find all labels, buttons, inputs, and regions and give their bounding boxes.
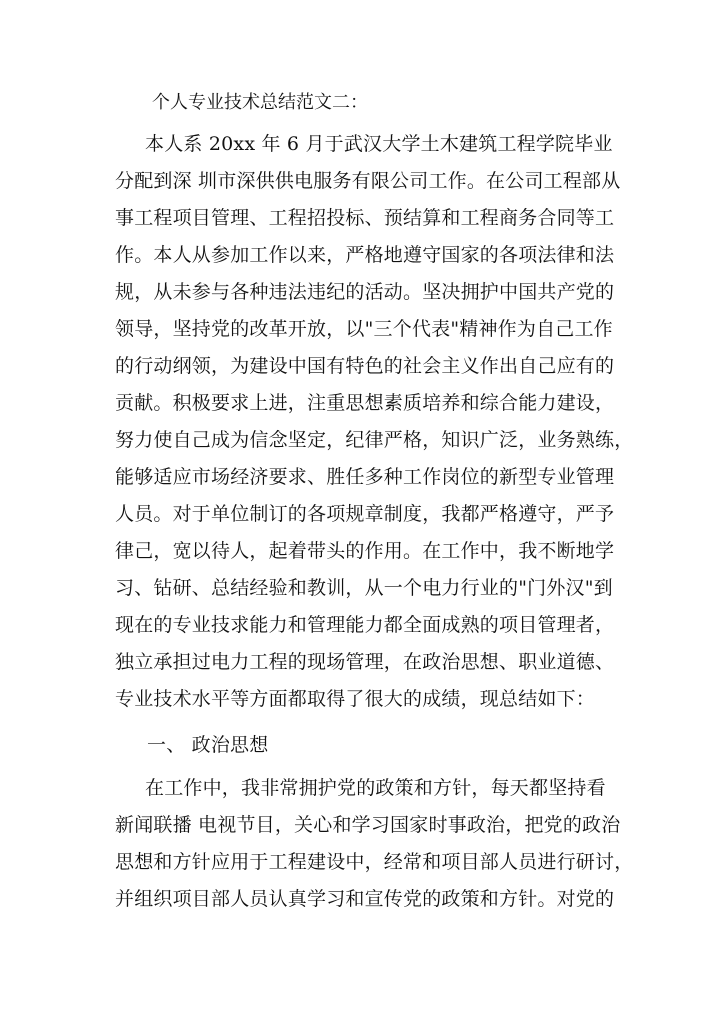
paragraph-line: 能够适应市场经济要求、胜任多种工作岗位的新型专业管理 bbox=[115, 466, 615, 488]
section-heading: 一、 政治思想 bbox=[147, 734, 269, 756]
document-title: 个人专业技术总结范文二： bbox=[152, 92, 368, 113]
paragraph-line: 事工程项目管理、工程招投标、预结算和工程商务合同等工 bbox=[115, 207, 615, 229]
paragraph-line: 分配到深 圳市深供供电服务有限公司工作。在公司工程部从 bbox=[115, 170, 621, 192]
paragraph-line: 的行动纲领，为建设中国有特色的社会主义作出自己应有的 bbox=[115, 355, 615, 377]
section-line: 并组织项目部人员认真学习和宣传党的政策和方针。对党的 bbox=[115, 888, 615, 910]
paragraph-line: 专业技术水平等方面都取得了很大的成绩，现总结如下： bbox=[115, 688, 596, 710]
paragraph-line: 人员。对于单位制订的各项规章制度，我都严格遵守，严予 bbox=[115, 503, 615, 525]
section-line: 思想和方针应用于工程建设中，经常和项目部人员进行研讨， bbox=[115, 851, 634, 873]
paragraph-line: 习、钻研、总结经验和教训，从一个电力行业的"门外汉"到 bbox=[115, 577, 613, 599]
section-line: 新闻联播 电视节目，关心和学习国家时事政治，把党的政治 bbox=[115, 814, 621, 836]
paragraph-line: 律己，宽以待人，起着带头的作用。在工作中，我不断地学 bbox=[115, 540, 615, 562]
paragraph-line: 独立承担过电力工程的现场管理，在政治思想、职业道德、 bbox=[115, 651, 615, 673]
paragraph-line: 贡献。积极要求上进，注重思想素质培养和综合能力建设， bbox=[115, 392, 615, 414]
paragraph-line: 本人系 20xx 年 6 月于武汉大学土木建筑工程学院毕业 bbox=[145, 133, 613, 155]
paragraph-line: 现在的专业技求能力和管理能力都全面成熟的项目管理者， bbox=[115, 614, 615, 636]
paragraph-line: 规，从未参与各种违法违纪的活动。坚决拥护中国共产党的 bbox=[115, 281, 615, 303]
paragraph-line: 领导，坚持党的改革开放，以"三个代表"精神作为自己工作 bbox=[115, 318, 613, 340]
section-line: 在工作中，我非常拥护党的政策和方针，每天都坚持看 bbox=[145, 777, 606, 799]
paragraph-line: 作。本人从参加工作以来，严格地遵守国家的各项法律和法 bbox=[115, 244, 615, 266]
paragraph-line: 努力使自己成为信念坚定，纪律严格，知识广泛，业务熟练， bbox=[115, 429, 634, 451]
